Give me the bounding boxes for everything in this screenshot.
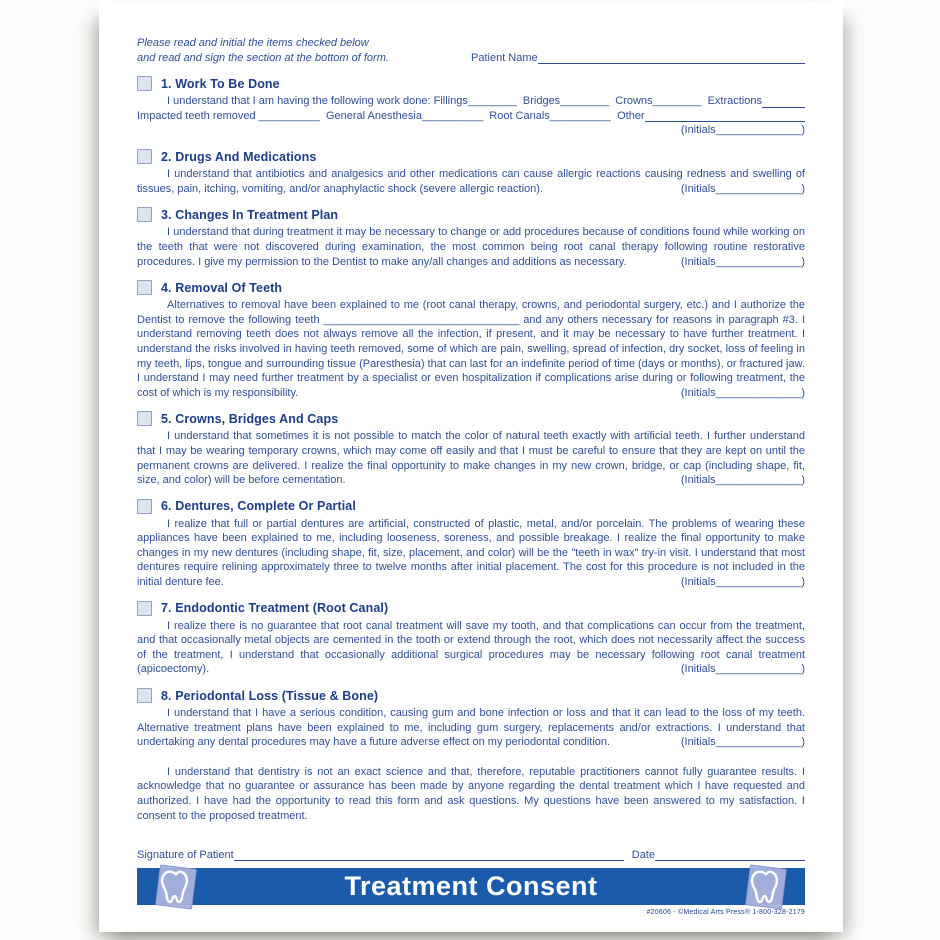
- patient-signature-label: Signature of Patient: [137, 849, 234, 862]
- section-7-header: [137, 601, 805, 616]
- instructions-line-1: Please read and initial the items checked below: [137, 37, 369, 49]
- tooth-icon: [149, 858, 203, 921]
- section-8-body: [137, 706, 805, 750]
- section-4-initials[interactable]: (Initials______________): [680, 386, 805, 399]
- section-4-checkbox[interactable]: [137, 280, 152, 295]
- section-removal-of-teeth: [137, 280, 805, 400]
- section-crowns-bridges-and-caps: [137, 411, 805, 487]
- section-6-checkbox[interactable]: [137, 499, 152, 514]
- extractions-blank-line[interactable]: [762, 107, 805, 108]
- treatment-consent-banner: [137, 868, 805, 905]
- section-2-header: [137, 149, 805, 164]
- section-6-initials[interactable]: (Initials______________): [680, 576, 805, 589]
- section-endodontic-treatment: [137, 601, 805, 677]
- section-8-text: I understand that I have a serious condition, causing gum and bone infection or loss and that it can lead to the loss of my teeth. Alternative treatment plans have been explained to me, including gum surgery, replacements and/or extractions. I understand that undertaking any dental procedures may have a future adverse effect on my periodontal condition.: [137, 707, 805, 749]
- section-7-heading: 7. Endodontic Treatment (Root Canal): [161, 601, 389, 616]
- form-header: [137, 36, 805, 65]
- section-6-header: [137, 499, 805, 514]
- section-1-text-2: Impacted teeth removed __________ General Anesthesia__________ Root Canals__________ Other: [137, 109, 645, 122]
- section-7-text: I realize there is no guarantee that root canal treatment will save my tooth, and that complications can occur from the treatment, and that occasionally metal objects are cemented in the tooth or extend through the root, which does not necessarily affect the success of the treatment, I understand that occasionally additional surgical procedures may be necessary following root canal treatment (apicoectomy).: [137, 619, 805, 676]
- section-2-body: [137, 167, 805, 196]
- banner-title: Treatment Consent: [344, 871, 598, 901]
- section-4-header: [137, 280, 805, 295]
- section-8-checkbox[interactable]: [137, 688, 152, 703]
- patient-signature-row: [137, 849, 805, 862]
- closing-paragraph: I understand that dentistry is not an exact science and that, therefore, reputable practitioners cannot fully guarantee results. I acknowledge that no guarantee or assurance has been made by anyone regarding the dental treatment which I have requested and authorized. I have had the opportunity to read this form and ask questions. My questions have been answered to my satisfaction. I consent to the proposed treatment.: [137, 765, 805, 822]
- section-7-body: [137, 619, 805, 677]
- instructions-line-2: and read and sign the section at the bottom of form.: [137, 51, 389, 64]
- section-5-checkbox[interactable]: [137, 411, 152, 426]
- section-3-body: [137, 225, 805, 269]
- section-dentures-complete-or-partial: [137, 499, 805, 590]
- section-periodontal-loss: [137, 688, 805, 750]
- section-1-body-line-1: [137, 94, 805, 109]
- patient-name-field: [471, 52, 805, 65]
- section-8-heading: 8. Periodontal Loss (Tissue & Bone): [161, 688, 379, 703]
- section-3-heading: 3. Changes In Treatment Plan: [161, 207, 339, 222]
- section-2-initials[interactable]: (Initials______________): [680, 182, 805, 195]
- section-6-heading: 6. Dentures, Complete Or Partial: [161, 499, 356, 514]
- other-blank-line[interactable]: [645, 121, 805, 122]
- section-5-initials[interactable]: (Initials______________): [680, 474, 805, 487]
- section-changes-in-treatment-plan: [137, 207, 805, 269]
- patient-signature-line[interactable]: [234, 860, 624, 861]
- section-7-initials[interactable]: (Initials______________): [680, 663, 805, 676]
- section-7-checkbox[interactable]: [137, 601, 152, 616]
- section-6-text: I realize that full or partial dentures are artificial, constructed of plastic, metal, and/or porcelain. The problems of wearing these appliances have been explained to me, including looseness, soreness, and possible breakage. I realize the final opportunity to make changes in my new dentures (including shape, fit, size, placement, and color) will be the "teeth in wax" try-in visit. I understand that most dentures require relining approximately three to twelve months after initial placement. The cost for this procedure is not included in the initial denture fee.: [137, 517, 805, 589]
- section-4-heading: 4. Removal Of Teeth: [161, 280, 283, 295]
- section-work-to-be-done: [137, 76, 805, 138]
- patient-name-input-line[interactable]: [538, 63, 805, 64]
- form-footer: [137, 868, 805, 916]
- section-3-checkbox[interactable]: [137, 207, 152, 222]
- consent-form-page: [99, 2, 843, 932]
- form-content: [137, 36, 805, 902]
- section-5-body: [137, 429, 805, 487]
- section-3-initials[interactable]: (Initials______________): [680, 255, 805, 268]
- section-4-text: Alternatives to removal have been explained to me (root canal therapy, crowns, and periodontal surgery, etc.) and I authorize the Dentist to remove the following teeth ________________________________ and any others necessary for reasons in paragraph #3. I understand removing teeth does not always remove all the infection, if present, and it may be necessary to have further treatment. I understand the risks involved in having teeth removed, some of which are pain, swelling, spread of infection, dry socket, loss of feeling in my teeth, lips, tongue and surrounding tissue (Paresthesia) that can last for an indefinite period of time (days or months), or fractured jaw. I understand I may need further treatment by a specialist or even hospitalization if complications arise during or following treatment, the cost of which is my responsibility.: [137, 299, 805, 399]
- section-5-heading: 5. Crowns, Bridges And Caps: [161, 411, 339, 426]
- product-info: #20606 - ©Medical Arts Press® 1-800-328-2179: [646, 909, 805, 916]
- section-5-header: [137, 411, 805, 426]
- section-6-body: [137, 517, 805, 590]
- tooth-icon: [739, 858, 793, 921]
- section-1-checkbox[interactable]: [137, 76, 152, 91]
- section-1-body-line-2: [137, 109, 805, 124]
- form-instructions: [137, 36, 467, 65]
- section-5-text: I understand that sometimes it is not possible to match the color of natural teeth exactly with artificial teeth. I further understand that I may be wearing temporary crowns, which may come off easily and that I must be careful to ensure that they are kept on until the permanent crowns are delivered. I realize the final opportunity to make changes in my new crown, bridge, or cap (including shape, fit, size, and color) will be before cementation.: [137, 430, 805, 487]
- section-drugs-and-medications: [137, 149, 805, 196]
- section-4-body: [137, 298, 805, 400]
- section-3-header: [137, 207, 805, 222]
- section-1-text-1: I understand that I am having the following work done: Fillings________ Bridges________ Crowns________ Extractions: [167, 95, 762, 107]
- section-1-initials[interactable]: (Initials______________): [680, 124, 805, 137]
- section-1-header: [137, 76, 805, 91]
- section-2-heading: 2. Drugs And Medications: [161, 149, 317, 164]
- patient-name-label: Patient Name: [471, 52, 538, 64]
- patient-date-label: Date: [631, 849, 655, 862]
- section-2-checkbox[interactable]: [137, 149, 152, 164]
- section-8-initials[interactable]: (Initials______________): [680, 736, 805, 749]
- section-2-text: I understand that antibiotics and analgesics and other medications can cause allergic reactions causing redness and swelling of tissues, pain, itching, vomiting, and/or anaphylactic shock (severe allergic reaction).: [137, 168, 805, 195]
- section-8-header: [137, 688, 805, 703]
- section-3-text: I understand that during treatment it may be necessary to change or add procedures because of conditions found while working on the teeth that were not discovered during examination, the most common being root canal therapy following routine restorative procedures. I give my permission to the Dentist to make any/all changes and additions as necessary.: [137, 226, 805, 268]
- section-1-heading: 1. Work To Be Done: [161, 76, 280, 91]
